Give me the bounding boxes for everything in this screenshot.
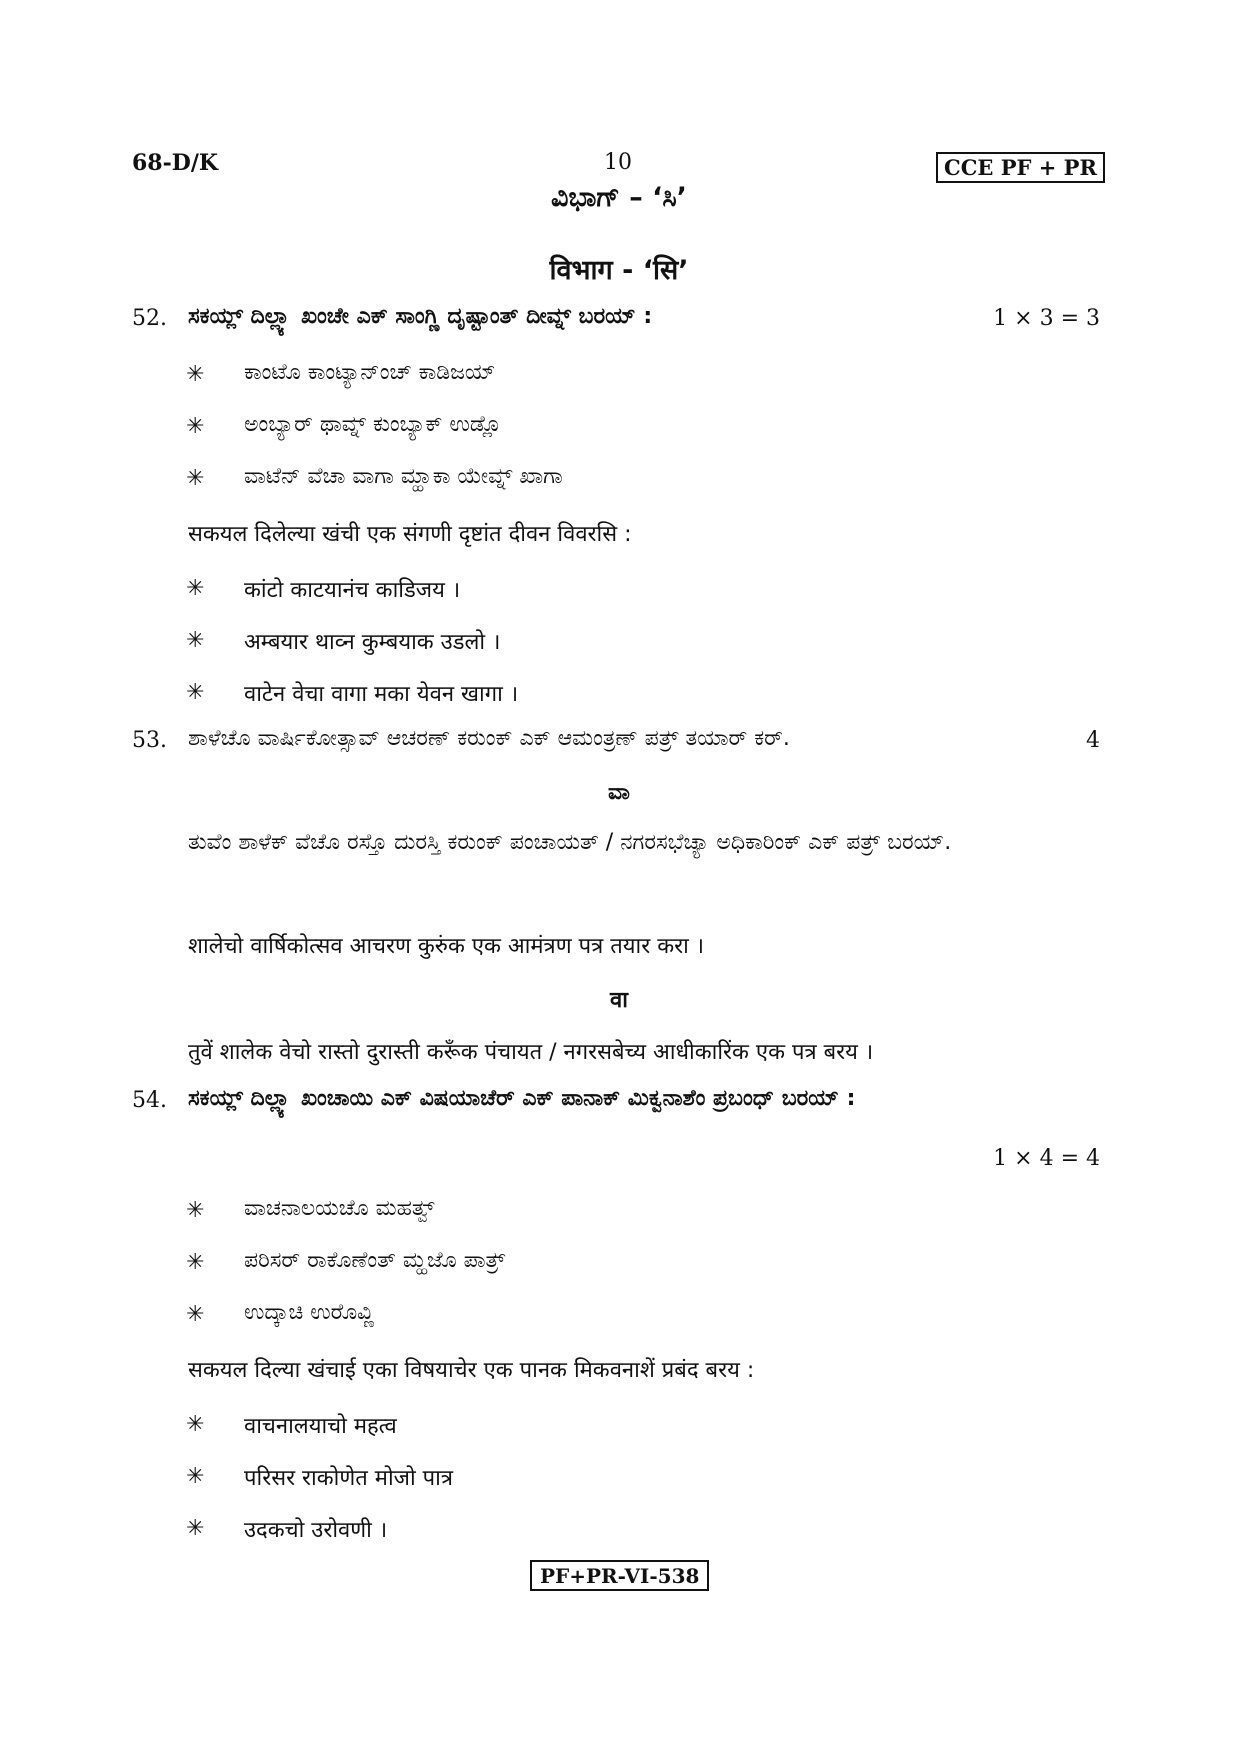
bullet-icon: ✳ bbox=[186, 466, 205, 491]
section-title-kannada: ವಿಭಾಗ್ – ‘ಸಿ’ bbox=[551, 182, 687, 213]
q54-item-kannada-2: ಪರಿಸರ್ ರಾಕೊಣೆಂತ್ ಮ್ಹಜೊ ಪಾತ್ರ್ bbox=[244, 1248, 506, 1273]
q52-item-kannada-1: ಕಾಂಟೊ ಕಾಂಟ್ಯಾನ್‌ಂಚ್ ಕಾಡಿಜಯ್ bbox=[244, 360, 496, 385]
q54-item-devanagari-1: वाचनालयाचो महत्व bbox=[244, 1414, 397, 1439]
q54-item-devanagari-3: उदकचो उरोवणी । bbox=[244, 1518, 388, 1543]
q53-alt-kannada: ತುವೆಂ ಶಾಳೆಕ್ ವೆಚೊ ರಸ್ತೊ ದುರಸ್ತಿ ಕರುಂಕ್ ಪಂಚಾಯತ್ / ನಗರಸಭೆಚ್ಯಾ ಅಧಿಕಾರಿಂಕ್ ಎಕ್ ಪತ್ರ್ ಬರಯ್. bbox=[188, 830, 952, 855]
q52-number: 52. bbox=[132, 306, 167, 331]
bullet-icon: ✳ bbox=[186, 1302, 205, 1327]
section-title-devanagari: विभाग - ‘सि’ bbox=[549, 255, 689, 286]
q53-text: ಶಾಳೆಚೊ ವಾರ್ಷಿಕೋತ್ಸಾವ್ ಆಚರಣ್ ಕರುಂಕ್ ಎಕ್ ಆಮಂತ್ರಣ್ ಪತ್ರ್ ತಯಾರ್ ಕರ್. bbox=[188, 726, 790, 751]
bullet-icon: ✳ bbox=[186, 1464, 205, 1489]
bullet-icon: ✳ bbox=[186, 414, 205, 439]
q54-item-kannada-3: ಉದ್ಕಾಚಿ ಉರೊವ್ಣಿ bbox=[244, 1300, 375, 1325]
bullet-icon: ✳ bbox=[186, 1198, 205, 1223]
bullet-icon: ✳ bbox=[186, 576, 205, 601]
q54-item-kannada-1: ವಾಚನಾಲಯಚೊ ಮಹತ್ವ್ bbox=[244, 1196, 435, 1221]
q53-alt-devanagari: तुवें शालेक वेचो रास्तो दुरास्ती करूँक पंचायत / नगरसबेच्य आधीकारिंक एक पत्र बरय । bbox=[188, 1040, 874, 1065]
q52-marks: 1 × 3 = 3 bbox=[993, 306, 1100, 331]
q52-item-kannada-2: ಅಂಬ್ಯಾರ್ ಥಾವ್ನ್ ಕುಂಬ್ಯಾಕ್ ಉಡ್ಲೊ bbox=[244, 412, 502, 437]
q53-text-devanagari: शालेचो वार्षिकोत्सव आचरण कुरुंक एक आमंत्रण पत्र तयार करा । bbox=[188, 934, 705, 959]
footer-code-box: PF+PR-VI-538 bbox=[530, 1560, 709, 1591]
bullet-icon: ✳ bbox=[186, 1516, 205, 1541]
q52-text: ಸಕಯ್ಲ್ ದಿಲ್ಲ್ಯಾ ಖಂಚೇ ಎಕ್ ಸಾಂಗ್ಣಿ ದೃಷ್ಟಾಂತ್ ದೀವ್ನ್ ಬರಯ್ : bbox=[188, 304, 653, 329]
bullet-icon: ✳ bbox=[186, 628, 205, 653]
q52-item-devanagari-1: कांटो काटयानंच काडिजय । bbox=[244, 578, 461, 603]
scheme-box: CCE PF + PR bbox=[936, 152, 1105, 183]
q52-item-devanagari-2: अम्बयार थाव्न कुम्बयाक उडलो । bbox=[244, 630, 501, 655]
q52-item-devanagari-3: वाटेन वेचा वागा मका येवन खागा । bbox=[244, 682, 519, 707]
bullet-icon: ✳ bbox=[186, 1250, 205, 1275]
q54-marks: 1 × 4 = 4 bbox=[993, 1146, 1100, 1171]
q54-item-devanagari-2: परिसर राकोणेत मोजो पात्र bbox=[244, 1466, 453, 1491]
page-number: 10 bbox=[604, 150, 632, 175]
bullet-icon: ✳ bbox=[186, 362, 205, 387]
q54-number: 54. bbox=[132, 1088, 167, 1113]
q53-marks: 4 bbox=[1086, 728, 1100, 753]
q53-or-devanagari: वा bbox=[610, 988, 628, 1013]
q52-prompt-devanagari: सकयल दिलेल्या खंची एक संगणी दृष्टांत दीवन विवरसि : bbox=[188, 522, 632, 547]
q53-or-kannada: ವಾ bbox=[608, 780, 630, 805]
paper-code: 68-D/K bbox=[132, 150, 218, 176]
bullet-icon: ✳ bbox=[186, 680, 205, 705]
q53-number: 53. bbox=[132, 728, 167, 753]
bullet-icon: ✳ bbox=[186, 1412, 205, 1437]
q54-text: ಸಕಯ್ಲ್ ದಿಲ್ಲ್ಯಾ ಖಂಚಾಯಿ ಎಕ್ ವಿಷಯಾಚೆರ್ ಎಕ್ ಪಾನಾಕ್ ಮಿಕ್ವನಾಶೆಂ ಪ್ರಬಂಧ್ ಬರಯ್ : bbox=[188, 1086, 856, 1111]
q52-item-kannada-3: ವಾಟೆನ್ ವೆಚಾ ವಾಗಾ ಮ್ಹಾಕಾ ಯೇವ್ನ್ ಖಾಗಾ bbox=[244, 464, 563, 489]
q54-prompt-devanagari: सकयल दिल्या खंचाई एका विषयाचेर एक पानक मिकवनाशें प्रबंद बरय : bbox=[188, 1358, 755, 1383]
